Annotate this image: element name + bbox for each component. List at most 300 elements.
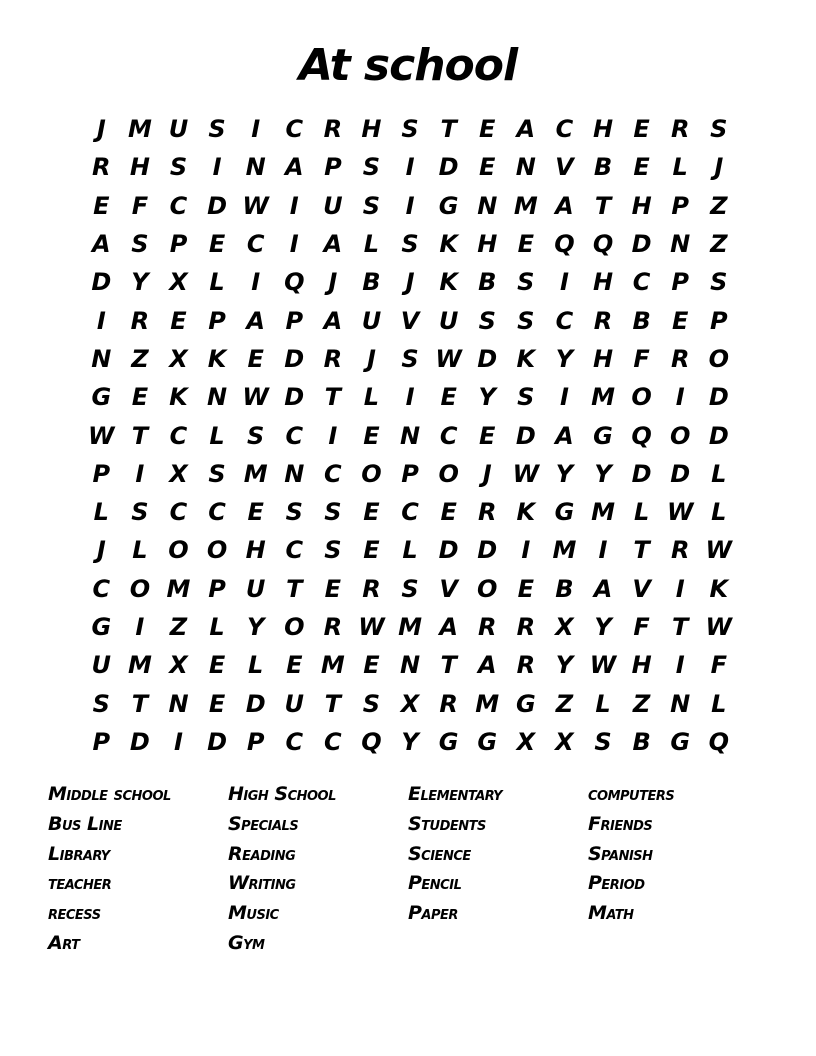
grid-letter[interactable]: E bbox=[324, 574, 342, 603]
grid-letter[interactable]: N bbox=[477, 191, 498, 220]
word-item: Math bbox=[588, 902, 634, 925]
grid-letter[interactable]: C bbox=[169, 498, 188, 527]
grid-letter[interactable]: P bbox=[401, 459, 419, 488]
grid-letter[interactable]: B bbox=[362, 268, 381, 297]
grid-letter[interactable]: O bbox=[284, 613, 305, 641]
grid-letter[interactable]: R bbox=[477, 613, 497, 641]
grid-letter[interactable]: L bbox=[672, 153, 688, 182]
grid-letter[interactable]: O bbox=[477, 574, 498, 603]
grid-letter[interactable]: K bbox=[516, 498, 536, 527]
grid-letter[interactable]: S bbox=[401, 230, 419, 259]
grid-letter[interactable]: E bbox=[208, 230, 226, 259]
grid-letter[interactable]: Q bbox=[631, 421, 652, 450]
grid-letter[interactable]: I bbox=[289, 230, 299, 259]
grid-letter[interactable]: I bbox=[328, 421, 338, 450]
grid-letter[interactable]: U bbox=[91, 651, 112, 680]
grid-letter[interactable]: M bbox=[475, 689, 500, 718]
grid-letter[interactable]: D bbox=[284, 344, 305, 373]
grid-letter[interactable]: M bbox=[552, 536, 577, 565]
grid-letter[interactable]: Y bbox=[401, 727, 419, 756]
grid-letter[interactable]: I bbox=[675, 383, 685, 412]
grid-letter[interactable]: A bbox=[284, 153, 304, 182]
grid-letter[interactable]: F bbox=[633, 613, 650, 641]
grid-letter[interactable]: Z bbox=[169, 613, 188, 641]
grid-letter[interactable]: S bbox=[517, 268, 535, 297]
grid-letter[interactable]: C bbox=[632, 268, 651, 297]
grid-letter[interactable]: Y bbox=[594, 459, 612, 488]
grid-letter[interactable]: G bbox=[554, 498, 575, 527]
grid-letter[interactable]: S bbox=[131, 498, 149, 527]
grid-letter[interactable]: Y bbox=[478, 383, 496, 412]
grid-row bbox=[82, 570, 742, 608]
grid-letter[interactable]: I bbox=[521, 536, 531, 565]
grid-letter[interactable]: G bbox=[477, 727, 498, 756]
grid-letter[interactable]: M bbox=[591, 383, 615, 412]
grid-letter[interactable]: O bbox=[206, 536, 228, 565]
grid-letter[interactable]: L bbox=[248, 651, 264, 680]
grid-letter[interactable]: D bbox=[631, 459, 652, 488]
grid-letter[interactable]: R bbox=[323, 344, 343, 373]
grid-letter[interactable]: C bbox=[169, 191, 188, 220]
grid-letter[interactable]: H bbox=[245, 536, 266, 565]
grid-letter[interactable]: U bbox=[284, 689, 305, 718]
grid-letter[interactable]: M bbox=[166, 574, 191, 603]
grid-letter[interactable]: M bbox=[127, 115, 152, 144]
grid-letter[interactable]: N bbox=[207, 383, 228, 412]
grid-letter[interactable]: A bbox=[439, 613, 458, 641]
grid-letter[interactable]: U bbox=[245, 574, 266, 603]
grid-letter[interactable]: D bbox=[438, 153, 459, 182]
grid-letter[interactable]: X bbox=[400, 689, 420, 718]
grid-letter[interactable]: S bbox=[247, 421, 265, 450]
grid-letter[interactable]: C bbox=[324, 459, 342, 488]
grid-letter[interactable]: F bbox=[633, 344, 650, 373]
grid-letter[interactable]: D bbox=[129, 727, 150, 756]
grid-letter[interactable]: H bbox=[631, 651, 652, 680]
grid-letter[interactable]: X bbox=[555, 613, 574, 641]
grid-letter[interactable]: Y bbox=[555, 651, 574, 680]
grid-letter[interactable]: Z bbox=[632, 689, 651, 718]
grid-letter[interactable]: C bbox=[324, 727, 342, 756]
grid-letter[interactable]: K bbox=[516, 344, 536, 373]
grid-letter[interactable]: W bbox=[242, 383, 269, 412]
grid-letter[interactable]: S bbox=[362, 153, 381, 182]
grid-letter[interactable]: W bbox=[705, 613, 733, 641]
grid-letter[interactable]: A bbox=[323, 306, 343, 335]
word-item: High School bbox=[228, 783, 336, 805]
grid-letter[interactable]: I bbox=[598, 536, 608, 565]
grid-letter[interactable]: W bbox=[435, 344, 462, 373]
grid-letter[interactable]: I bbox=[96, 306, 106, 335]
grid-letter[interactable]: N bbox=[670, 689, 691, 718]
grid-letter[interactable]: D bbox=[438, 536, 459, 565]
grid-letter[interactable]: Q bbox=[284, 268, 305, 297]
grid-letter[interactable]: S bbox=[362, 191, 381, 220]
grid-letter[interactable]: E bbox=[208, 651, 226, 680]
grid-letter[interactable]: H bbox=[477, 230, 498, 259]
grid-letter[interactable]: L bbox=[711, 459, 727, 488]
grid-letter[interactable]: B bbox=[478, 268, 497, 297]
grid-letter[interactable]: L bbox=[209, 613, 225, 641]
grid-letter[interactable]: V bbox=[555, 153, 574, 182]
grid-letter[interactable]: A bbox=[555, 421, 574, 450]
grid-letter[interactable]: D bbox=[245, 689, 266, 718]
grid-letter[interactable]: T bbox=[633, 536, 650, 565]
grid-letter[interactable]: R bbox=[670, 115, 690, 144]
grid-letter[interactable]: S bbox=[324, 536, 342, 565]
grid-letter[interactable]: L bbox=[209, 268, 225, 297]
grid-letter[interactable]: L bbox=[363, 383, 380, 412]
grid-letter[interactable]: B bbox=[632, 727, 651, 756]
grid-letter[interactable]: S bbox=[362, 689, 381, 718]
grid-letter[interactable]: E bbox=[479, 115, 496, 144]
grid-letter[interactable]: C bbox=[555, 115, 574, 144]
grid-letter[interactable]: L bbox=[595, 689, 611, 718]
grid-letter[interactable]: Z bbox=[131, 344, 149, 373]
grid-letter[interactable]: R bbox=[670, 344, 690, 373]
grid-letter[interactable]: T bbox=[440, 115, 457, 144]
grid-letter[interactable]: E bbox=[479, 153, 496, 182]
grid-letter[interactable]: I bbox=[289, 191, 299, 220]
grid-letter[interactable]: C bbox=[285, 421, 304, 450]
grid-letter[interactable]: J bbox=[328, 268, 338, 297]
grid-letter[interactable]: L bbox=[132, 536, 148, 565]
grid-letter[interactable]: C bbox=[439, 421, 458, 450]
grid-letter[interactable]: J bbox=[96, 115, 106, 144]
grid-letter[interactable]: C bbox=[285, 727, 304, 756]
grid-row bbox=[82, 455, 742, 493]
grid-letter[interactable]: P bbox=[324, 153, 342, 182]
grid-letter[interactable]: M bbox=[513, 191, 538, 220]
grid-letter[interactable]: G bbox=[91, 613, 112, 641]
word-item: Art bbox=[48, 931, 80, 954]
grid-letter[interactable]: R bbox=[670, 536, 690, 565]
grid-letter[interactable]: P bbox=[92, 727, 111, 756]
grid-letter[interactable]: R bbox=[516, 613, 536, 641]
grid-letter[interactable]: N bbox=[400, 651, 421, 680]
grid-letter[interactable]: K bbox=[439, 268, 458, 297]
grid-letter[interactable]: Q bbox=[592, 230, 614, 259]
grid-letter[interactable]: T bbox=[440, 651, 457, 680]
grid-letter[interactable]: G bbox=[515, 689, 536, 718]
grid-letter[interactable]: L bbox=[93, 498, 109, 527]
grid-letter[interactable]: E bbox=[363, 651, 380, 680]
grid-letter[interactable]: S bbox=[594, 727, 612, 756]
grid-letter[interactable]: S bbox=[401, 574, 419, 603]
grid-letter[interactable]: D bbox=[708, 383, 729, 412]
grid-letter[interactable]: D bbox=[91, 268, 112, 297]
grid-letter[interactable]: P bbox=[671, 191, 689, 220]
grid-letter[interactable]: I bbox=[405, 191, 415, 220]
grid-letter[interactable]: U bbox=[323, 191, 343, 220]
grid-letter[interactable]: H bbox=[592, 344, 614, 373]
grid-row bbox=[82, 646, 742, 684]
grid-letter[interactable]: Z bbox=[710, 191, 728, 220]
grid-letter[interactable]: O bbox=[361, 459, 382, 488]
grid-letter[interactable]: Y bbox=[594, 613, 612, 641]
grid-letter[interactable]: W bbox=[666, 498, 694, 527]
grid-letter[interactable]: N bbox=[91, 344, 112, 373]
grid-letter[interactable]: L bbox=[711, 498, 727, 527]
grid-letter[interactable]: O bbox=[438, 459, 459, 488]
grid-letter[interactable]: O bbox=[168, 536, 189, 565]
grid-letter[interactable]: B bbox=[593, 153, 613, 182]
grid-letter[interactable]: E bbox=[247, 498, 264, 527]
grid-letter[interactable]: Z bbox=[710, 230, 728, 259]
grid-letter[interactable]: E bbox=[672, 306, 689, 335]
grid-letter[interactable]: T bbox=[324, 689, 342, 718]
grid-letter[interactable]: E bbox=[363, 421, 380, 450]
grid-letter[interactable]: A bbox=[477, 651, 497, 680]
grid-letter[interactable]: R bbox=[323, 613, 343, 641]
grid-letter[interactable]: C bbox=[246, 230, 265, 259]
grid-letter[interactable]: D bbox=[207, 191, 228, 220]
grid-letter[interactable]: S bbox=[517, 306, 535, 335]
grid-letter[interactable]: L bbox=[402, 536, 418, 565]
grid-letter[interactable]: P bbox=[246, 727, 265, 756]
grid-letter[interactable]: I bbox=[559, 268, 569, 297]
grid-letter[interactable]: M bbox=[127, 651, 152, 680]
grid-letter[interactable]: D bbox=[631, 230, 652, 259]
grid-letter[interactable]: E bbox=[517, 230, 535, 259]
grid-letter[interactable]: H bbox=[592, 268, 614, 297]
grid-letter[interactable]: S bbox=[324, 498, 342, 527]
grid-letter[interactable]: L bbox=[363, 230, 380, 259]
grid-letter[interactable]: Q bbox=[554, 230, 575, 259]
grid-letter[interactable]: S bbox=[169, 153, 188, 182]
grid-letter[interactable]: M bbox=[320, 651, 345, 680]
word-item: Students bbox=[408, 812, 486, 835]
grid-letter[interactable]: E bbox=[93, 191, 110, 220]
grid-letter[interactable]: K bbox=[169, 383, 188, 412]
grid-letter[interactable]: S bbox=[131, 230, 149, 259]
grid-letter[interactable]: I bbox=[251, 268, 261, 297]
grid-letter[interactable]: V bbox=[400, 306, 420, 335]
grid-letter[interactable]: A bbox=[593, 574, 613, 603]
grid-letter[interactable]: M bbox=[591, 498, 615, 527]
grid-letter[interactable]: N bbox=[670, 230, 691, 259]
grid-letter[interactable]: E bbox=[363, 536, 380, 565]
grid-letter[interactable]: I bbox=[405, 153, 415, 182]
grid-letter[interactable]: K bbox=[439, 230, 458, 259]
grid-letter[interactable]: A bbox=[516, 115, 536, 144]
grid-row bbox=[82, 416, 742, 454]
grid-letter[interactable]: X bbox=[555, 727, 574, 756]
word-item: Specials bbox=[228, 812, 299, 835]
grid-letter[interactable]: O bbox=[670, 421, 691, 450]
grid-letter[interactable]: Y bbox=[246, 613, 265, 641]
grid-letter[interactable]: J bbox=[366, 344, 376, 373]
grid-letter[interactable]: E bbox=[517, 574, 535, 603]
grid-letter[interactable]: Q bbox=[708, 727, 729, 756]
grid-letter[interactable]: A bbox=[555, 191, 574, 220]
grid-letter[interactable]: D bbox=[515, 421, 536, 450]
grid-letter[interactable]: B bbox=[555, 574, 574, 603]
grid-letter[interactable]: I bbox=[212, 153, 222, 182]
grid-row bbox=[82, 187, 742, 225]
grid-letter[interactable]: W bbox=[512, 459, 540, 488]
grid-letter[interactable]: Y bbox=[555, 459, 574, 488]
grid-letter[interactable]: I bbox=[174, 727, 183, 756]
grid-letter[interactable]: U bbox=[438, 306, 459, 335]
grid-letter[interactable]: H bbox=[592, 115, 614, 144]
grid-letter[interactable]: D bbox=[477, 536, 498, 565]
grid-letter[interactable]: S bbox=[710, 115, 728, 144]
grid-letter[interactable]: T bbox=[131, 689, 149, 718]
grid-letter[interactable]: A bbox=[323, 230, 343, 259]
grid-letter[interactable]: S bbox=[401, 344, 419, 373]
grid-letter[interactable]: S bbox=[478, 306, 496, 335]
grid-letter[interactable]: O bbox=[708, 344, 729, 373]
grid-letter[interactable]: J bbox=[482, 459, 492, 488]
grid-letter[interactable]: G bbox=[670, 727, 691, 756]
grid-letter[interactable]: P bbox=[671, 268, 689, 297]
grid-letter[interactable]: N bbox=[400, 421, 421, 450]
grid-letter[interactable]: M bbox=[243, 459, 268, 488]
grid-letter[interactable]: I bbox=[675, 651, 685, 680]
grid-letter[interactable]: C bbox=[285, 115, 304, 144]
grid-letter[interactable]: D bbox=[284, 383, 305, 412]
grid-letter[interactable]: E bbox=[440, 498, 457, 527]
grid-letter[interactable]: P bbox=[169, 230, 188, 259]
grid-letter[interactable]: C bbox=[208, 498, 226, 527]
grid-letter[interactable]: M bbox=[398, 613, 422, 641]
grid-letter[interactable]: Y bbox=[131, 268, 149, 297]
grid-letter[interactable]: I bbox=[135, 613, 145, 641]
grid-letter[interactable]: X bbox=[169, 268, 188, 297]
grid-letter[interactable]: V bbox=[632, 574, 651, 603]
grid-letter[interactable]: R bbox=[516, 651, 536, 680]
grid-letter[interactable]: U bbox=[361, 306, 382, 335]
grid-letter[interactable]: A bbox=[246, 306, 265, 335]
grid-letter[interactable]: E bbox=[131, 383, 149, 412]
grid-letter[interactable]: C bbox=[285, 536, 304, 565]
grid-letter[interactable]: O bbox=[631, 383, 652, 412]
grid-letter[interactable]: E bbox=[170, 306, 187, 335]
grid-letter[interactable]: T bbox=[286, 574, 303, 603]
grid-letter[interactable]: T bbox=[594, 191, 612, 220]
grid-letter[interactable]: E bbox=[633, 115, 650, 144]
grid-letter[interactable]: I bbox=[135, 459, 145, 488]
grid-letter[interactable]: S bbox=[208, 459, 226, 488]
grid-letter[interactable]: W bbox=[358, 613, 385, 641]
grid-letter[interactable]: W bbox=[705, 536, 733, 565]
grid-letter[interactable]: X bbox=[169, 651, 188, 680]
grid-letter[interactable]: R bbox=[323, 115, 343, 144]
grid-letter[interactable]: D bbox=[708, 421, 729, 450]
grid-letter[interactable]: W bbox=[88, 421, 115, 450]
grid-letter[interactable]: I bbox=[559, 383, 569, 412]
grid-letter[interactable]: G bbox=[593, 421, 613, 450]
grid-letter[interactable]: G bbox=[91, 383, 112, 412]
grid-letter[interactable]: I bbox=[251, 115, 261, 144]
grid-letter[interactable]: D bbox=[670, 459, 691, 488]
grid-letter[interactable]: S bbox=[401, 115, 419, 144]
grid-letter[interactable]: C bbox=[92, 574, 111, 603]
grid-letter[interactable]: I bbox=[675, 574, 685, 603]
grid-letter[interactable]: K bbox=[709, 574, 729, 603]
grid-letter[interactable]: X bbox=[169, 344, 188, 373]
grid-letter[interactable]: H bbox=[631, 191, 652, 220]
grid-letter[interactable]: H bbox=[129, 153, 150, 182]
grid-letter[interactable]: S bbox=[285, 498, 303, 527]
grid-letter[interactable]: V bbox=[439, 574, 458, 603]
grid-letter[interactable]: S bbox=[208, 115, 226, 144]
grid-letter[interactable]: W bbox=[242, 191, 269, 220]
grid-letter[interactable]: T bbox=[131, 421, 149, 450]
grid-letter[interactable]: P bbox=[208, 306, 226, 335]
grid-letter[interactable]: T bbox=[324, 383, 342, 412]
grid-letter[interactable]: N bbox=[515, 153, 536, 182]
grid-letter[interactable]: E bbox=[633, 153, 650, 182]
grid-letter[interactable]: P bbox=[92, 459, 111, 488]
grid-letter[interactable]: E bbox=[363, 498, 380, 527]
grid-letter[interactable]: N bbox=[284, 459, 305, 488]
grid-letter[interactable]: L bbox=[711, 689, 727, 718]
grid-letter[interactable]: R bbox=[130, 306, 150, 335]
grid-letter[interactable]: C bbox=[401, 498, 419, 527]
grid-letter[interactable]: I bbox=[405, 383, 415, 412]
grid-row bbox=[82, 608, 742, 646]
grid-letter[interactable]: H bbox=[361, 115, 382, 144]
grid-letter[interactable]: P bbox=[710, 306, 728, 335]
grid-letter[interactable]: N bbox=[168, 689, 189, 718]
grid-letter[interactable]: P bbox=[285, 306, 304, 335]
grid-letter[interactable]: B bbox=[632, 306, 651, 335]
grid-letter[interactable]: L bbox=[209, 421, 225, 450]
grid-letter[interactable]: X bbox=[169, 459, 188, 488]
grid-letter[interactable]: Q bbox=[361, 727, 382, 756]
grid-letter[interactable]: Y bbox=[555, 344, 574, 373]
grid-letter[interactable]: S bbox=[517, 383, 535, 412]
grid-letter[interactable]: P bbox=[208, 574, 226, 603]
grid-letter[interactable]: C bbox=[555, 306, 574, 335]
grid-letter[interactable]: S bbox=[710, 268, 728, 297]
grid-letter[interactable]: T bbox=[672, 613, 689, 641]
grid-letter[interactable]: Z bbox=[555, 689, 574, 718]
grid-letter[interactable]: F bbox=[710, 651, 727, 680]
grid-letter[interactable]: E bbox=[247, 344, 264, 373]
grid-letter[interactable]: F bbox=[131, 191, 149, 220]
grid-letter[interactable]: J bbox=[405, 268, 415, 297]
grid-letter[interactable]: W bbox=[589, 651, 617, 680]
grid-letter[interactable]: U bbox=[168, 115, 189, 144]
grid-letter[interactable]: C bbox=[169, 421, 188, 450]
grid-letter[interactable]: E bbox=[286, 651, 303, 680]
grid-letter[interactable]: R bbox=[92, 153, 111, 182]
grid-letter[interactable]: R bbox=[439, 689, 458, 718]
grid-letter[interactable]: A bbox=[92, 230, 111, 259]
grid-letter[interactable]: N bbox=[245, 153, 266, 182]
grid-letter[interactable]: R bbox=[593, 306, 613, 335]
grid-letter[interactable]: R bbox=[362, 574, 381, 603]
grid-letter[interactable]: D bbox=[477, 344, 498, 373]
grid-letter[interactable]: O bbox=[129, 574, 151, 603]
grid-letter[interactable]: E bbox=[479, 421, 496, 450]
grid-letter[interactable]: E bbox=[440, 383, 457, 412]
grid-letter[interactable]: X bbox=[516, 727, 536, 756]
grid-letter[interactable]: S bbox=[92, 689, 110, 718]
grid-letter[interactable]: G bbox=[438, 191, 459, 220]
grid-letter[interactable]: J bbox=[96, 536, 106, 565]
grid-letter[interactable]: R bbox=[477, 498, 497, 527]
grid-letter[interactable]: E bbox=[208, 689, 226, 718]
grid-letter[interactable]: G bbox=[438, 727, 459, 756]
grid-letter[interactable]: K bbox=[207, 344, 227, 373]
grid-letter[interactable]: L bbox=[633, 498, 650, 527]
grid-letter[interactable]: D bbox=[207, 727, 228, 756]
grid-letter[interactable]: J bbox=[714, 153, 724, 182]
